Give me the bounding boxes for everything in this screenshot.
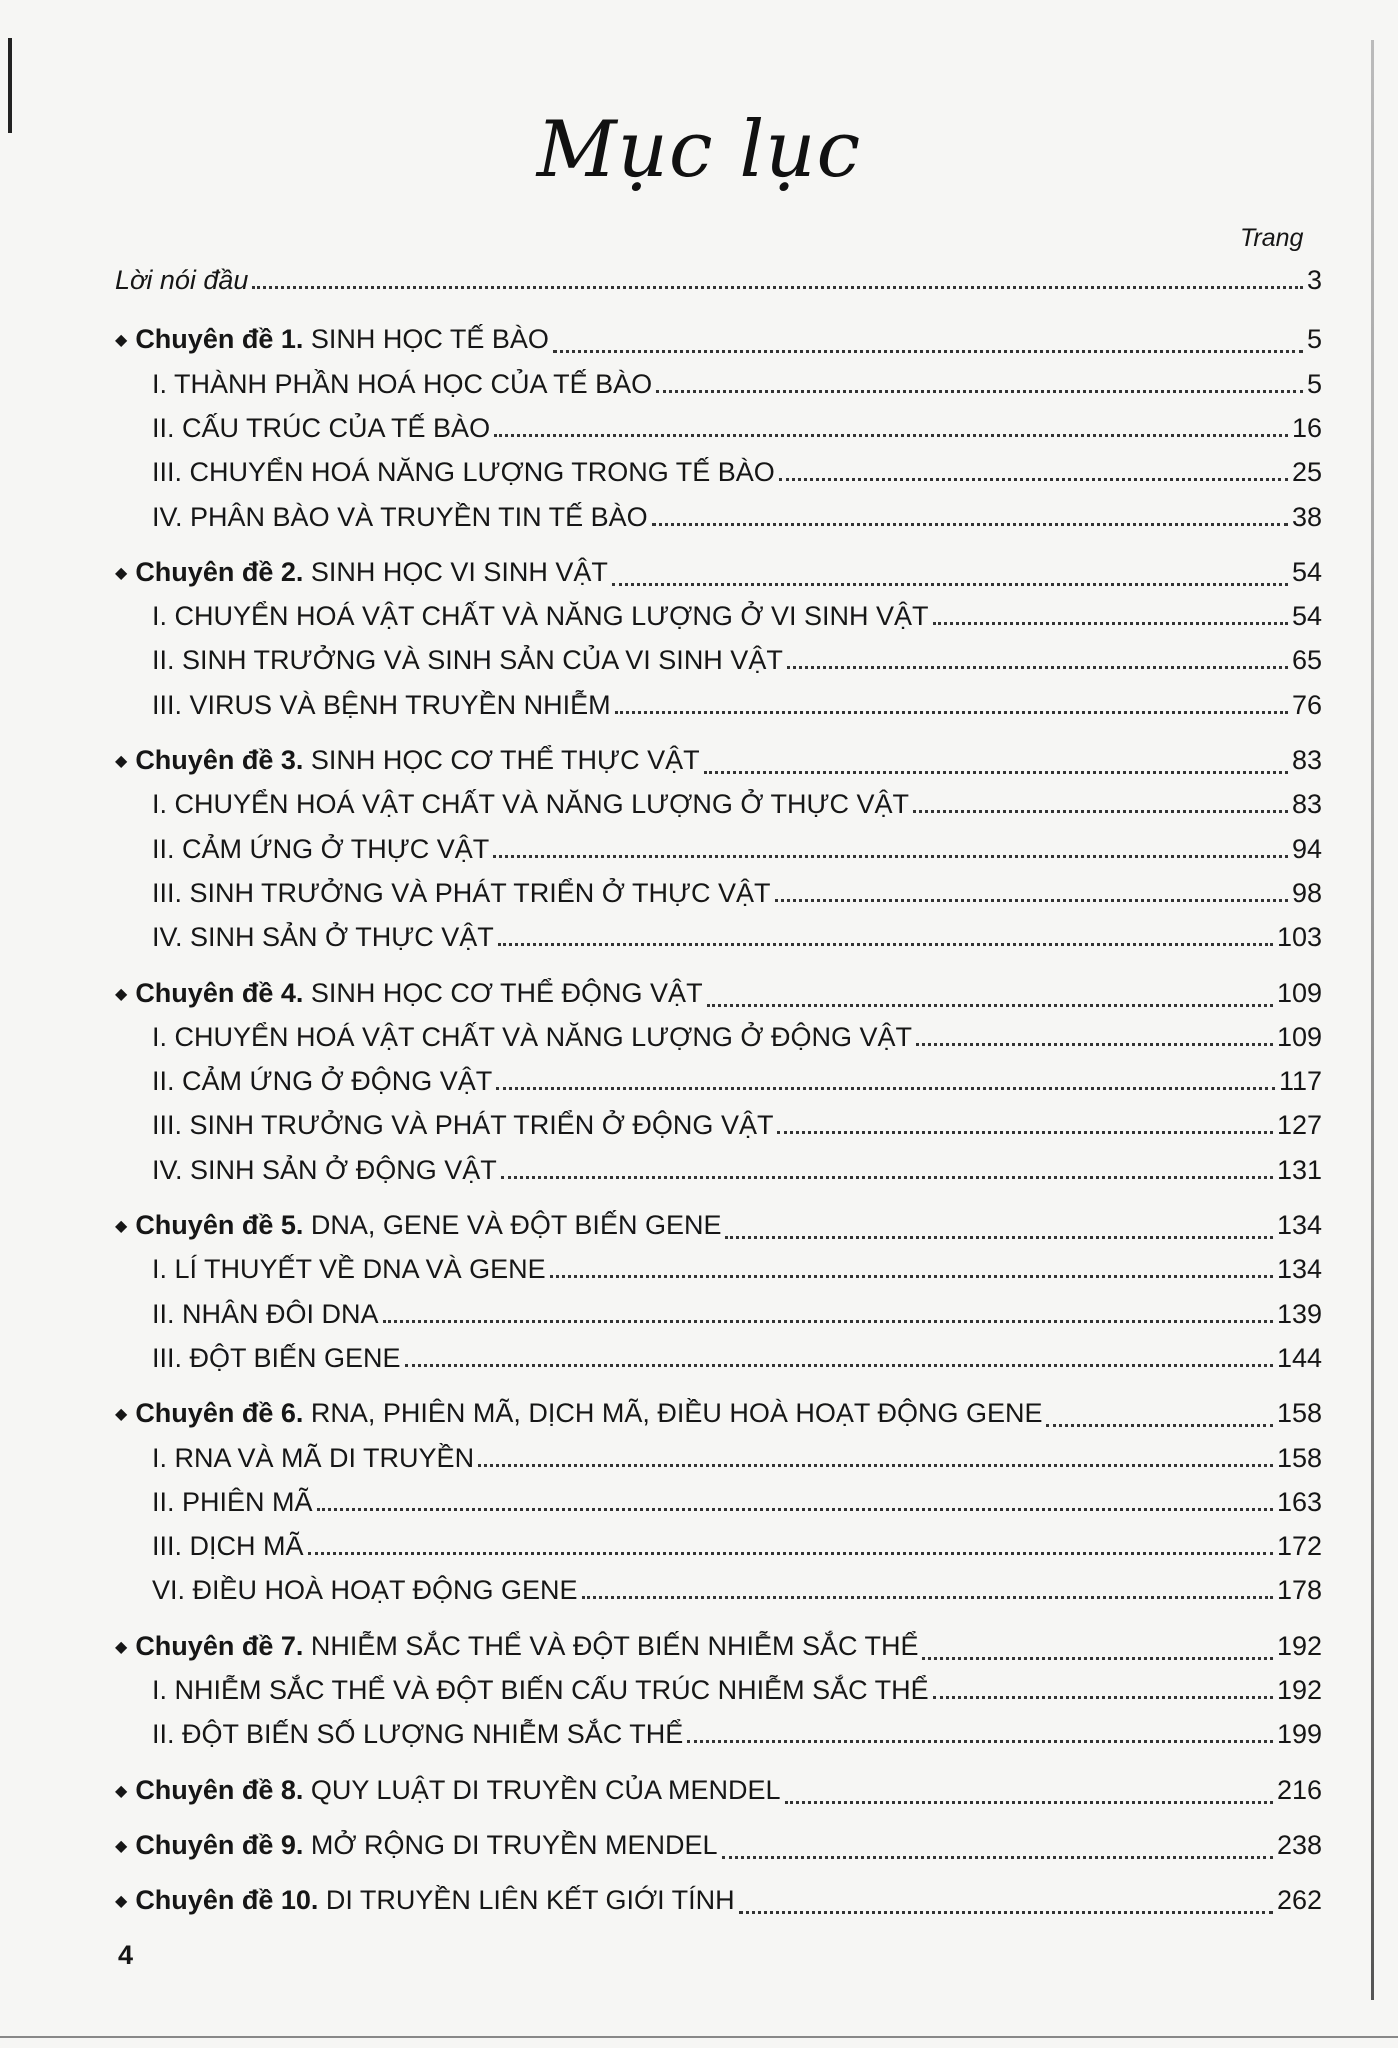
chapter-label: Chuyên đề 9. xyxy=(135,1829,304,1860)
toc-page-number: 192 xyxy=(1276,1630,1322,1661)
chapter-spacer xyxy=(303,1210,311,1240)
toc-page-number: 83 xyxy=(1291,789,1322,820)
dot-leader xyxy=(707,1004,1273,1007)
toc-entry-text xyxy=(115,321,549,362)
toc-section-entry xyxy=(152,366,1322,402)
section-title: I. RNA VÀ MÃ DI TRUYỀN xyxy=(152,1442,475,1473)
chapter-title: DI TRUYỀN LIÊN KẾT GIỚI TÍNH xyxy=(325,1885,735,1916)
page-number: 4 xyxy=(118,1940,134,1970)
dot-leader xyxy=(913,810,1288,813)
section-title: VI. ĐIỀU HOÀ HOẠT ĐỘNG GENE xyxy=(152,1575,578,1606)
section-title: II. NHÂN ĐÔI DNA xyxy=(152,1298,379,1329)
page-title: Mục lục xyxy=(536,105,862,195)
section-title: IV. PHÂN BÀO VÀ TRUYỀN TIN TẾ BÀO xyxy=(152,501,648,532)
toc-section-entry xyxy=(152,1572,1322,1608)
chapter-spacer xyxy=(303,324,311,354)
toc-entry-text xyxy=(152,1251,546,1287)
dot-leader xyxy=(478,1464,1273,1467)
toc-section-entry xyxy=(152,410,1322,446)
toc-chapter-entry xyxy=(115,321,1322,362)
toc-section-entry xyxy=(152,1340,1322,1376)
section-title: III. SINH TRƯỞNG VÀ PHÁT TRIỂN Ở ĐỘNG VẬT xyxy=(152,1110,774,1141)
section-title: III. DỊCH MÃ xyxy=(152,1531,304,1562)
dot-leader xyxy=(785,1801,1273,1804)
toc-page-number: 98 xyxy=(1291,877,1322,908)
section-title: III. VIRUS VÀ BỆNH TRUYỀN NHIỄM xyxy=(152,689,611,720)
dot-leader xyxy=(496,1087,1275,1090)
chapter-label: Chuyên đề 4. xyxy=(135,977,304,1008)
dot-leader xyxy=(383,1320,1273,1323)
toc-entry-text xyxy=(152,1296,379,1332)
toc-section-entry xyxy=(152,598,1322,634)
toc-chapter-entry xyxy=(115,1827,1322,1868)
chapter-title: QUY LUẬT DI TRUYỀN CỦA MENDEL xyxy=(310,1774,781,1805)
dot-leader xyxy=(775,899,1288,902)
dot-leader xyxy=(612,583,1288,586)
toc-page-number: 199 xyxy=(1276,1719,1322,1750)
chapter-spacer xyxy=(303,1830,311,1860)
section-title: II. CẢM ỨNG Ở THỰC VẬT xyxy=(152,833,490,864)
dot-leader xyxy=(1046,1424,1272,1427)
dot-leader xyxy=(722,1856,1273,1859)
dot-leader xyxy=(405,1364,1273,1367)
bullet-icon: ◆ xyxy=(115,1218,128,1235)
toc-entry-text xyxy=(152,598,929,634)
toc-page-number: 131 xyxy=(1276,1154,1322,1185)
toc-page-number: 262 xyxy=(1276,1885,1322,1916)
toc-page-number: 5 xyxy=(1306,368,1322,399)
chapter-label: Chuyên đề 1. xyxy=(135,324,304,355)
toc-section-entry xyxy=(152,1296,1322,1332)
dot-leader xyxy=(553,350,1303,353)
toc-chapter-entry xyxy=(115,1628,1322,1669)
bullet-icon: ◆ xyxy=(115,332,128,350)
chapter-title: NHIỄM SẮC THỂ VÀ ĐỘT BIẾN NHIỄM SẮC THỂ xyxy=(310,1630,919,1661)
dot-leader xyxy=(582,1596,1273,1599)
toc-section-entry xyxy=(152,1107,1322,1143)
toc-chapter-entry xyxy=(115,742,1322,783)
toc-entry-text xyxy=(115,1772,781,1813)
dot-leader xyxy=(550,1275,1273,1278)
section-title: I. CHUYỂN HOÁ VẬT CHẤT VÀ NĂNG LƯỢNG Ở THỰC VẬT xyxy=(152,789,910,820)
toc-entry-text xyxy=(152,831,489,867)
section-title: IV. SINH SẢN Ở ĐỘNG VẬT xyxy=(152,1154,497,1185)
toc-section-entry xyxy=(152,1440,1322,1476)
toc-entry-text xyxy=(115,742,700,783)
toc-entry-text xyxy=(115,554,608,595)
dot-leader xyxy=(922,1657,1272,1660)
toc-chapter-entry xyxy=(115,1207,1322,1248)
chapter-spacer xyxy=(303,1398,311,1428)
toc-page-number: 139 xyxy=(1276,1298,1322,1329)
toc-entry-text xyxy=(115,1882,735,1923)
toc-section-entry xyxy=(152,1672,1322,1708)
chapter-label: Chuyên đề 3. xyxy=(135,745,304,775)
dot-leader xyxy=(779,478,1288,481)
dot-leader xyxy=(493,855,1288,858)
chapter-label: Chuyên đề 7. xyxy=(135,1630,304,1661)
toc-page-number: 144 xyxy=(1276,1342,1322,1373)
toc-page-number: 158 xyxy=(1276,1398,1322,1429)
chapter-label: Chuyên đề 5. xyxy=(135,1210,304,1240)
dot-leader xyxy=(933,1696,1273,1699)
bullet-icon: ◆ xyxy=(115,1837,128,1855)
section-title: II. CẢM ỨNG Ở ĐỘNG VẬT xyxy=(152,1066,493,1097)
toc-section-entry xyxy=(152,1251,1322,1287)
toc-page-number: 103 xyxy=(1276,922,1322,953)
bullet-icon: ◆ xyxy=(115,564,128,582)
toc-entry-text xyxy=(152,1152,497,1188)
toc-entry-text xyxy=(152,786,909,822)
toc-page-number: 178 xyxy=(1276,1575,1322,1606)
chapter-title: SINH HỌC CƠ THỂ THỰC VẬT xyxy=(310,745,700,775)
section-title: II. SINH TRƯỞNG VÀ SINH SẢN CỦA VI SINH VẬT xyxy=(152,645,783,676)
toc-chapter-entry xyxy=(115,1395,1322,1436)
chapter-title: SINH HỌC TẾ BÀO xyxy=(310,324,549,355)
toc-entry-text xyxy=(152,499,648,535)
section-title: I. CHUYỂN HOÁ VẬT CHẤT VÀ NĂNG LƯỢNG Ở VI SINH VẬT xyxy=(152,601,929,632)
toc-page-number: 83 xyxy=(1291,745,1322,775)
toc-chapter-entry xyxy=(115,554,1322,595)
dot-leader xyxy=(933,622,1288,625)
toc-page-number: 38 xyxy=(1291,501,1322,532)
dot-leader xyxy=(739,1911,1273,1914)
toc-section-entry xyxy=(152,499,1322,535)
toc-entry-text xyxy=(152,1572,578,1608)
chapter-title: SINH HỌC VI SINH VẬT xyxy=(310,556,608,587)
toc-section-entry xyxy=(152,687,1322,723)
bullet-icon: ◆ xyxy=(115,753,128,770)
section-title: III. ĐỘT BIẾN GENE xyxy=(152,1342,401,1373)
toc-entry-text xyxy=(152,366,652,402)
toc-entry-text xyxy=(115,975,703,1016)
dot-leader xyxy=(252,286,1303,289)
dot-leader xyxy=(687,1740,1273,1743)
chapter-spacer xyxy=(303,978,311,1008)
toc-section-entry xyxy=(152,1484,1322,1520)
toc-page-number: 94 xyxy=(1291,833,1322,864)
toc-entry-text xyxy=(152,1672,929,1708)
section-title: III. CHUYỂN HOÁ NĂNG LƯỢNG TRONG TẾ BÀO xyxy=(152,457,775,488)
dot-leader xyxy=(498,943,1273,946)
toc-intro-entry xyxy=(115,262,1322,298)
dot-leader xyxy=(656,390,1303,393)
section-title: I. NHIỄM SẮC THỂ VÀ ĐỘT BIẾN CẤU TRÚC NHIỄM SẮC THỂ xyxy=(152,1675,929,1705)
toc-entry-text xyxy=(152,1440,474,1476)
toc-section-entry xyxy=(152,1152,1322,1188)
dot-leader xyxy=(308,1552,1273,1555)
toc-entry-text xyxy=(152,1019,912,1055)
toc-entry-text xyxy=(152,642,783,678)
section-title: IV. SINH SẢN Ở THỰC VẬT xyxy=(152,922,494,953)
toc-section-entry xyxy=(152,1528,1322,1564)
dot-leader xyxy=(652,523,1288,526)
bullet-icon: ◆ xyxy=(115,1406,128,1424)
toc-section-entry xyxy=(152,1063,1322,1099)
toc-entry-text xyxy=(152,1528,304,1564)
toc-chapter-entry xyxy=(115,975,1322,1016)
toc-entry-text xyxy=(152,1063,492,1099)
toc-entry-text xyxy=(152,687,611,723)
toc-section-entry xyxy=(152,454,1322,490)
toc-entry-text xyxy=(152,1484,313,1520)
toc-entry-text xyxy=(152,454,775,490)
dot-leader xyxy=(777,1131,1272,1134)
toc-page-number: 158 xyxy=(1276,1442,1322,1473)
chapter-label: Chuyên đề 2. xyxy=(135,556,304,587)
page-column-header: Trang xyxy=(1240,224,1304,252)
chapter-title: SINH HỌC CƠ THỂ ĐỘNG VẬT xyxy=(310,977,703,1008)
toc-section-entry xyxy=(152,1019,1322,1055)
section-title: I. LÍ THUYẾT VỀ DNA VÀ GENE xyxy=(152,1254,546,1285)
toc-page-number: 238 xyxy=(1276,1829,1322,1860)
toc-section-entry xyxy=(152,1716,1322,1752)
toc-chapter-entry xyxy=(115,1882,1322,1923)
toc-page-number: 216 xyxy=(1276,1774,1322,1805)
toc-page-number: 117 xyxy=(1278,1066,1322,1097)
toc-entry-text xyxy=(152,1107,773,1143)
toc-page-number: 134 xyxy=(1276,1210,1322,1240)
section-title: I. CHUYỂN HOÁ VẬT CHẤT VÀ NĂNG LƯỢNG Ở ĐỘNG VẬT xyxy=(152,1021,912,1052)
chapter-spacer xyxy=(318,1885,326,1915)
toc-chapter-entry xyxy=(115,1772,1322,1813)
toc-page-number: 134 xyxy=(1276,1254,1322,1285)
dot-leader xyxy=(916,1043,1273,1046)
toc-page-number: 5 xyxy=(1306,324,1322,355)
chapter-label: Chuyên đề 6. xyxy=(135,1398,304,1429)
toc-entry-text xyxy=(152,1340,401,1376)
chapter-title: MỞ RỘNG DI TRUYỀN MENDEL xyxy=(310,1829,718,1860)
toc-entry-text xyxy=(152,875,771,911)
section-title: II. ĐỘT BIẾN SỐ LƯỢNG NHIỄM SẮC THỂ xyxy=(152,1719,684,1750)
toc-entry-text xyxy=(115,1207,721,1248)
chapter-spacer xyxy=(303,1631,311,1661)
toc-page-number: 109 xyxy=(1276,977,1322,1008)
bullet-icon: ◆ xyxy=(115,1893,128,1911)
toc-section-entry xyxy=(152,875,1322,911)
section-title: II. PHIÊN MÃ xyxy=(152,1486,313,1517)
dot-leader xyxy=(725,1236,1272,1239)
toc-page-number: 163 xyxy=(1276,1486,1322,1517)
toc-page-number: 192 xyxy=(1276,1675,1322,1705)
dot-leader xyxy=(615,711,1288,714)
chapter-title: DNA, GENE VÀ ĐỘT BIẾN GENE xyxy=(310,1210,722,1240)
dot-leader xyxy=(317,1508,1273,1511)
toc-page-number: 54 xyxy=(1291,601,1322,632)
toc-section-entry xyxy=(152,786,1322,822)
toc-entry-text xyxy=(115,262,248,298)
toc-entry-text xyxy=(152,919,494,955)
toc-entry-text xyxy=(115,1628,918,1669)
section-title: III. SINH TRƯỞNG VÀ PHÁT TRIỂN Ở THỰC VẬT xyxy=(152,877,771,908)
toc-page-number: 127 xyxy=(1276,1110,1322,1141)
bullet-icon: ◆ xyxy=(115,985,128,1003)
chapter-title: RNA, PHIÊN MÃ, DỊCH MÃ, ĐIỀU HOÀ HOẠT ĐỘNG GENE xyxy=(310,1398,1043,1429)
chapter-label: Chuyên đề 8. xyxy=(135,1774,304,1805)
toc-page-number: 16 xyxy=(1291,412,1322,443)
section-title: II. CẤU TRÚC CỦA TẾ BÀO xyxy=(152,412,491,443)
dot-leader xyxy=(787,666,1288,669)
bullet-icon: ◆ xyxy=(115,1782,128,1800)
toc-page-number: 54 xyxy=(1291,556,1322,587)
toc-entry-text xyxy=(152,1716,683,1752)
toc-section-entry xyxy=(152,919,1322,955)
dot-leader xyxy=(494,434,1288,437)
toc-page-number: 25 xyxy=(1291,457,1322,488)
toc-section-entry xyxy=(152,831,1322,867)
toc-page-number: 3 xyxy=(1306,265,1322,295)
toc-page-number: 65 xyxy=(1291,645,1322,676)
chapter-spacer xyxy=(303,557,311,587)
dot-leader xyxy=(501,1176,1273,1179)
toc-page-number: 109 xyxy=(1276,1021,1322,1052)
chapter-spacer xyxy=(303,1775,311,1805)
toc-page-number: 76 xyxy=(1291,689,1322,720)
chapter-label: Chuyên đề 10. xyxy=(135,1885,319,1916)
toc-entry-text xyxy=(115,1827,718,1868)
toc-page-number: 172 xyxy=(1276,1531,1322,1562)
bullet-icon: ◆ xyxy=(115,1638,128,1656)
dot-leader xyxy=(704,771,1288,774)
toc-entry-text xyxy=(152,410,490,446)
toc-entry-text xyxy=(115,1395,1042,1436)
intro-label: Lời nói đầu xyxy=(115,265,249,295)
toc-section-entry xyxy=(152,642,1322,678)
section-title: I. THÀNH PHẦN HOÁ HỌC CỦA TẾ BÀO xyxy=(152,368,653,399)
chapter-spacer xyxy=(303,745,311,775)
